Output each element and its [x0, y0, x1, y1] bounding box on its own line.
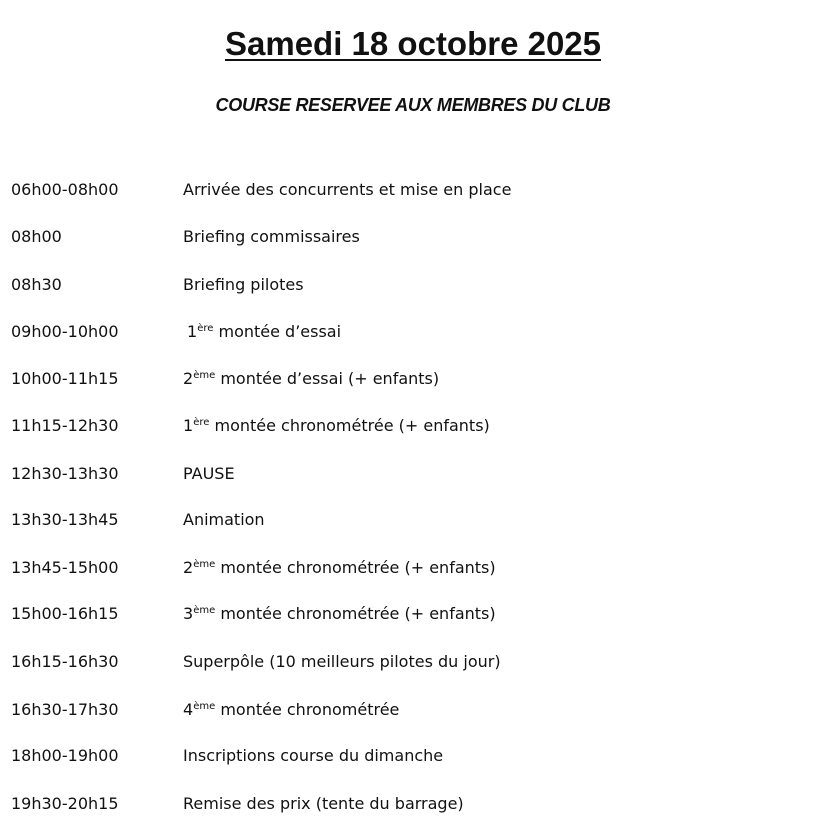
schedule-time: 06h00-08h00 [11, 180, 119, 199]
activity-text: Briefing commissaires [183, 227, 360, 246]
schedule-activity [183, 792, 464, 816]
schedule-time: 12h30-13h30 [11, 464, 119, 483]
schedule-activity [183, 602, 496, 626]
schedule-row [0, 792, 818, 816]
schedule-activity [187, 320, 341, 344]
activity-text: montée chronométrée [215, 700, 400, 719]
schedule-activity [183, 698, 399, 722]
activity-text: Briefing pilotes [183, 275, 304, 294]
schedule-time: 16h15-16h30 [11, 652, 119, 671]
activity-text: Animation [183, 510, 265, 529]
schedule-row [0, 273, 818, 297]
schedule-time: 15h00-16h15 [11, 604, 119, 623]
activity-text: montée chronométrée (+ enfants) [215, 604, 496, 623]
schedule-row [0, 225, 818, 249]
schedule-row [0, 602, 818, 626]
schedule-row [0, 698, 818, 722]
ordinal-number: 2 [183, 558, 194, 577]
ordinal-number: 4 [183, 700, 194, 719]
schedule-time: 16h30-17h30 [11, 700, 119, 719]
activity-text: Superpôle (10 meilleurs pilotes du jour) [183, 652, 501, 671]
schedule-row [0, 320, 818, 344]
activity-text: Remise des prix (tente du barrage) [183, 794, 464, 813]
schedule-row [0, 508, 818, 532]
schedule-row [0, 367, 818, 391]
ordinal-suffix: ème [193, 559, 216, 570]
schedule-activity [183, 462, 235, 486]
schedule-time: 18h00-19h00 [11, 746, 119, 765]
document-subtitle: COURSE RESERVEE AUX MEMBRES DU CLUB [215, 95, 611, 115]
schedule-time: 19h30-20h15 [11, 794, 119, 813]
schedule-activity [183, 225, 360, 249]
schedule-activity [183, 414, 490, 438]
ordinal-number: 3 [183, 604, 194, 623]
schedule-row [0, 744, 818, 768]
schedule-time: 13h45-15h00 [11, 558, 119, 577]
schedule-activity [183, 744, 443, 768]
activity-text: montée d’essai [213, 322, 342, 341]
schedule-row [0, 650, 818, 674]
schedule-row [0, 414, 818, 438]
schedule-row [0, 462, 818, 486]
schedule-activity [183, 273, 304, 297]
ordinal-suffix: ère [197, 323, 214, 334]
ordinal-suffix: ème [193, 605, 216, 616]
schedule-time: 08h30 [11, 275, 62, 294]
schedule-time: 11h15-12h30 [11, 416, 119, 435]
ordinal-suffix: ème [193, 701, 216, 712]
schedule-time: 09h00-10h00 [11, 322, 119, 341]
ordinal-number: 1 [187, 322, 198, 341]
activity-text: montée d’essai (+ enfants) [215, 369, 440, 388]
ordinal-suffix: ème [193, 370, 216, 381]
schedule-time: 10h00-11h15 [11, 369, 119, 388]
activity-text: montée chronométrée (+ enfants) [209, 416, 490, 435]
schedule-activity [183, 556, 496, 580]
activity-text: montée chronométrée (+ enfants) [215, 558, 496, 577]
schedule-row [0, 178, 818, 202]
activity-text: Arrivée des concurrents et mise en place [183, 180, 512, 199]
activity-text: PAUSE [183, 464, 235, 483]
activity-text: Inscriptions course du dimanche [183, 746, 444, 765]
schedule-activity [183, 178, 511, 202]
ordinal-suffix: ère [193, 417, 210, 428]
ordinal-number: 1 [183, 416, 194, 435]
schedule-activity [183, 508, 265, 532]
document-title: Samedi 18 octobre 2025 [224, 25, 602, 63]
schedule-time: 13h30-13h45 [11, 510, 119, 529]
ordinal-number: 2 [183, 369, 194, 388]
schedule-activity [183, 367, 439, 391]
schedule-time: 08h00 [11, 227, 62, 246]
schedule-row [0, 556, 818, 580]
schedule-activity [183, 650, 501, 674]
